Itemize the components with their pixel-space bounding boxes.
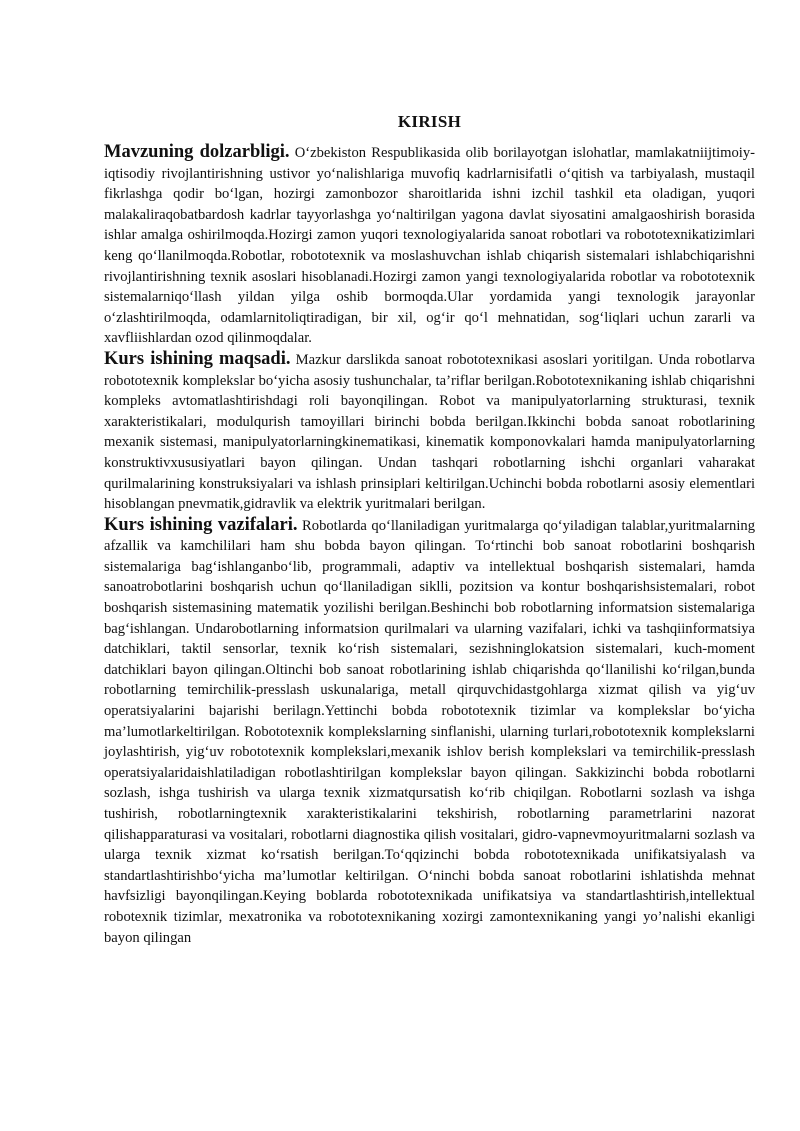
paragraph-relevance <box>104 142 755 349</box>
page-title: KIRISH <box>397 112 462 131</box>
document-page <box>104 112 755 948</box>
section-lead-relevance: Mavzuning dolzarbligi. <box>104 142 290 162</box>
paragraph-purpose <box>104 349 755 515</box>
paragraph-tasks <box>104 515 755 948</box>
section-lead-purpose: Kurs ishining maqsadi. <box>104 348 291 369</box>
paragraph-text: Mazkur darslikda sanoat robototexnikasi asoslari yoritilgan. Unda robotlarva robototexnik komplekslar bo‘yicha asosiy tushunchalar, ta’riflar berilgan.Robototexnikaning ishlab chiqarishni kompleks avtomatlashtirishdagi roli bayonqilingan. Robot va manipulyatorlarning strukturasi, texnik xarakteristikalari, modulqurish tamoyillari birinchi bobda berilgan.Ikkinchi bobda sanoat robotlarining mexanik sistemasi, manipulyatorlarningkinematikasi, kinematik komponovkalari hamda manipulyatorlarning konstruktivxususiyatlari bayon qilingan. Undan tashqari robotlarning ishchi organlari vaharakat qurilmalarining konstruksiyalari va ishlash prinsiplari keltirilgan.Uchinchi bobda robotlarni asosiy elementlari hisoblangan pnevmatik,gidravlik va elektrik yuritmalari berilgan. <box>104 351 755 513</box>
section-lead-tasks: Kurs ishining vazifalari. <box>104 514 298 535</box>
paragraph-text: Robotlarda qo‘llaniladigan yuritmalarga qo‘yiladigan talablar,yuritmalarning afzallik va kamchililari ham shu bobda bayon qilingan. To‘rtinchi bob sanoat robotlarini boshqarish sistemalariga bag‘ishlanganbo‘lib, programmali, adaptiv va intellektual boshqarish sistemalari, hamda sanoatrobotlarini boshqarish uchun qo‘llaniladigan siklli, pozitsion va kontur boshqarishsistemalari, robot boshqarish sistemasining matematik yozilishi berilgan.Beshinchi bob robotlarning informatsion sistemalariga bag‘ishlangan. Undarobotlarning informatsion qurilmalari va ularning vazifalari, ichki va tashqiinformatsiya datchiklari, taktil sensorlar, texnik ko‘rish sistemalari, sezishninglokatsion sistemalari, kuch-moment datchiklari bayon qilingan.Oltinchi bob sanoat robotlarining ishlab chiqarishda qo‘llanilishi ko‘rilgan,bunda robotlarning temirchilik-presslash uskunalariga, metall qirquvchidastgohlarga xizmat qilish va yig‘uv operatsiyalarini bajarishi berilagn.Yettinchi bobda robototexnik tizimlar va komplekslar bo‘yicha ma’lumotlarkeltirilgan. Robototexnik komplekslarning sinflanishi, ularning turlari,robototexnik komplekslarni joylashtirish, yig‘uv robototexnik komplekslari,mexanik ishlov berish komplekslari va temirchilik-presslash operatsiyalaridaishlatiladigan robotlashtirilgan komplekslar bayon qilingan. Sakkizinchi bobda robotlarni sozlash, ishga tushirish va ularga texnik xizmatqursatish ko‘rib chiqilgan. Robotlarni sozlash va ishga tushirish, robotlarningtexnik xarakteristikalarini tekshirish, robotlarning parametrlarini nazorat qilishapparaturasi va vositalari, robotlarni diagnostika qilish vositalari, gidro-vapnevmoyuritmalarni sozlash va ularga texnik xizmat ko‘rsatish berilgan.To‘qqizinchi bobda robototexnikada unifikatsiyalash va standartlashtirishbo‘yicha ma’lumotlar keltirilgan. O‘ninchi bobda sanoat robotlarini ishlatishda mehnat havfsizligi bayonqilingan.Keying boblarda robototexnikada unifikatsiya va standartlashtirish,intellektual robotexnik tizimlar, mexatronika va robototexnikaning xozirgi zamontexnikaning yangi yo’nalishi ekanligi bayon qilingan <box>104 517 755 946</box>
paragraph-text: O‘zbekiston Respublikasida olib borilayotgan islohatlar, mamlakatniijtimoiy-iqtisodiy rivojlantirishning ustivor yo‘nalishlariga muvofiq kadrlarnisifatli o‘qitish va tarbiyalash, mustaqil fikrlashga qodir bo‘lgan, hozirgi zamonbozor sharoitlarida ishni izchil tashkil eta oladigan, yuqori malakaliraqobatbardosh kadrlar tayyorlashga yo‘naltirilgan yagona davlat siyosatini amalgaoshirish borasida ishlar amalga oshirilmoqda.Hozirgi zamon yuqori texnologiyalarida sanoat robotlari va robototexnikatizimlari keng qo‘llanilmoqda.Robotlar, robototexnik va moslashuvchan ishlab chiqarish sistemalari ishlabchiqarishni rivojlantirishning texnik asoslari hisoblanadi.Hozirgi zamon yangi texnologiyalarida robotlar va robototexnik sistemalarniqo‘llash yildan yilga oshib bormoqda.Ular yordamida yangi texnologik jarayonlar o‘zlashtirilmoqda, odamlarnitoliqtiradigan, bir xil, og‘ir qo‘l mehnatidan, sog‘liqlari uchun zararli va xavfliishlardan ozod qilinmoqdalar. <box>104 145 755 347</box>
